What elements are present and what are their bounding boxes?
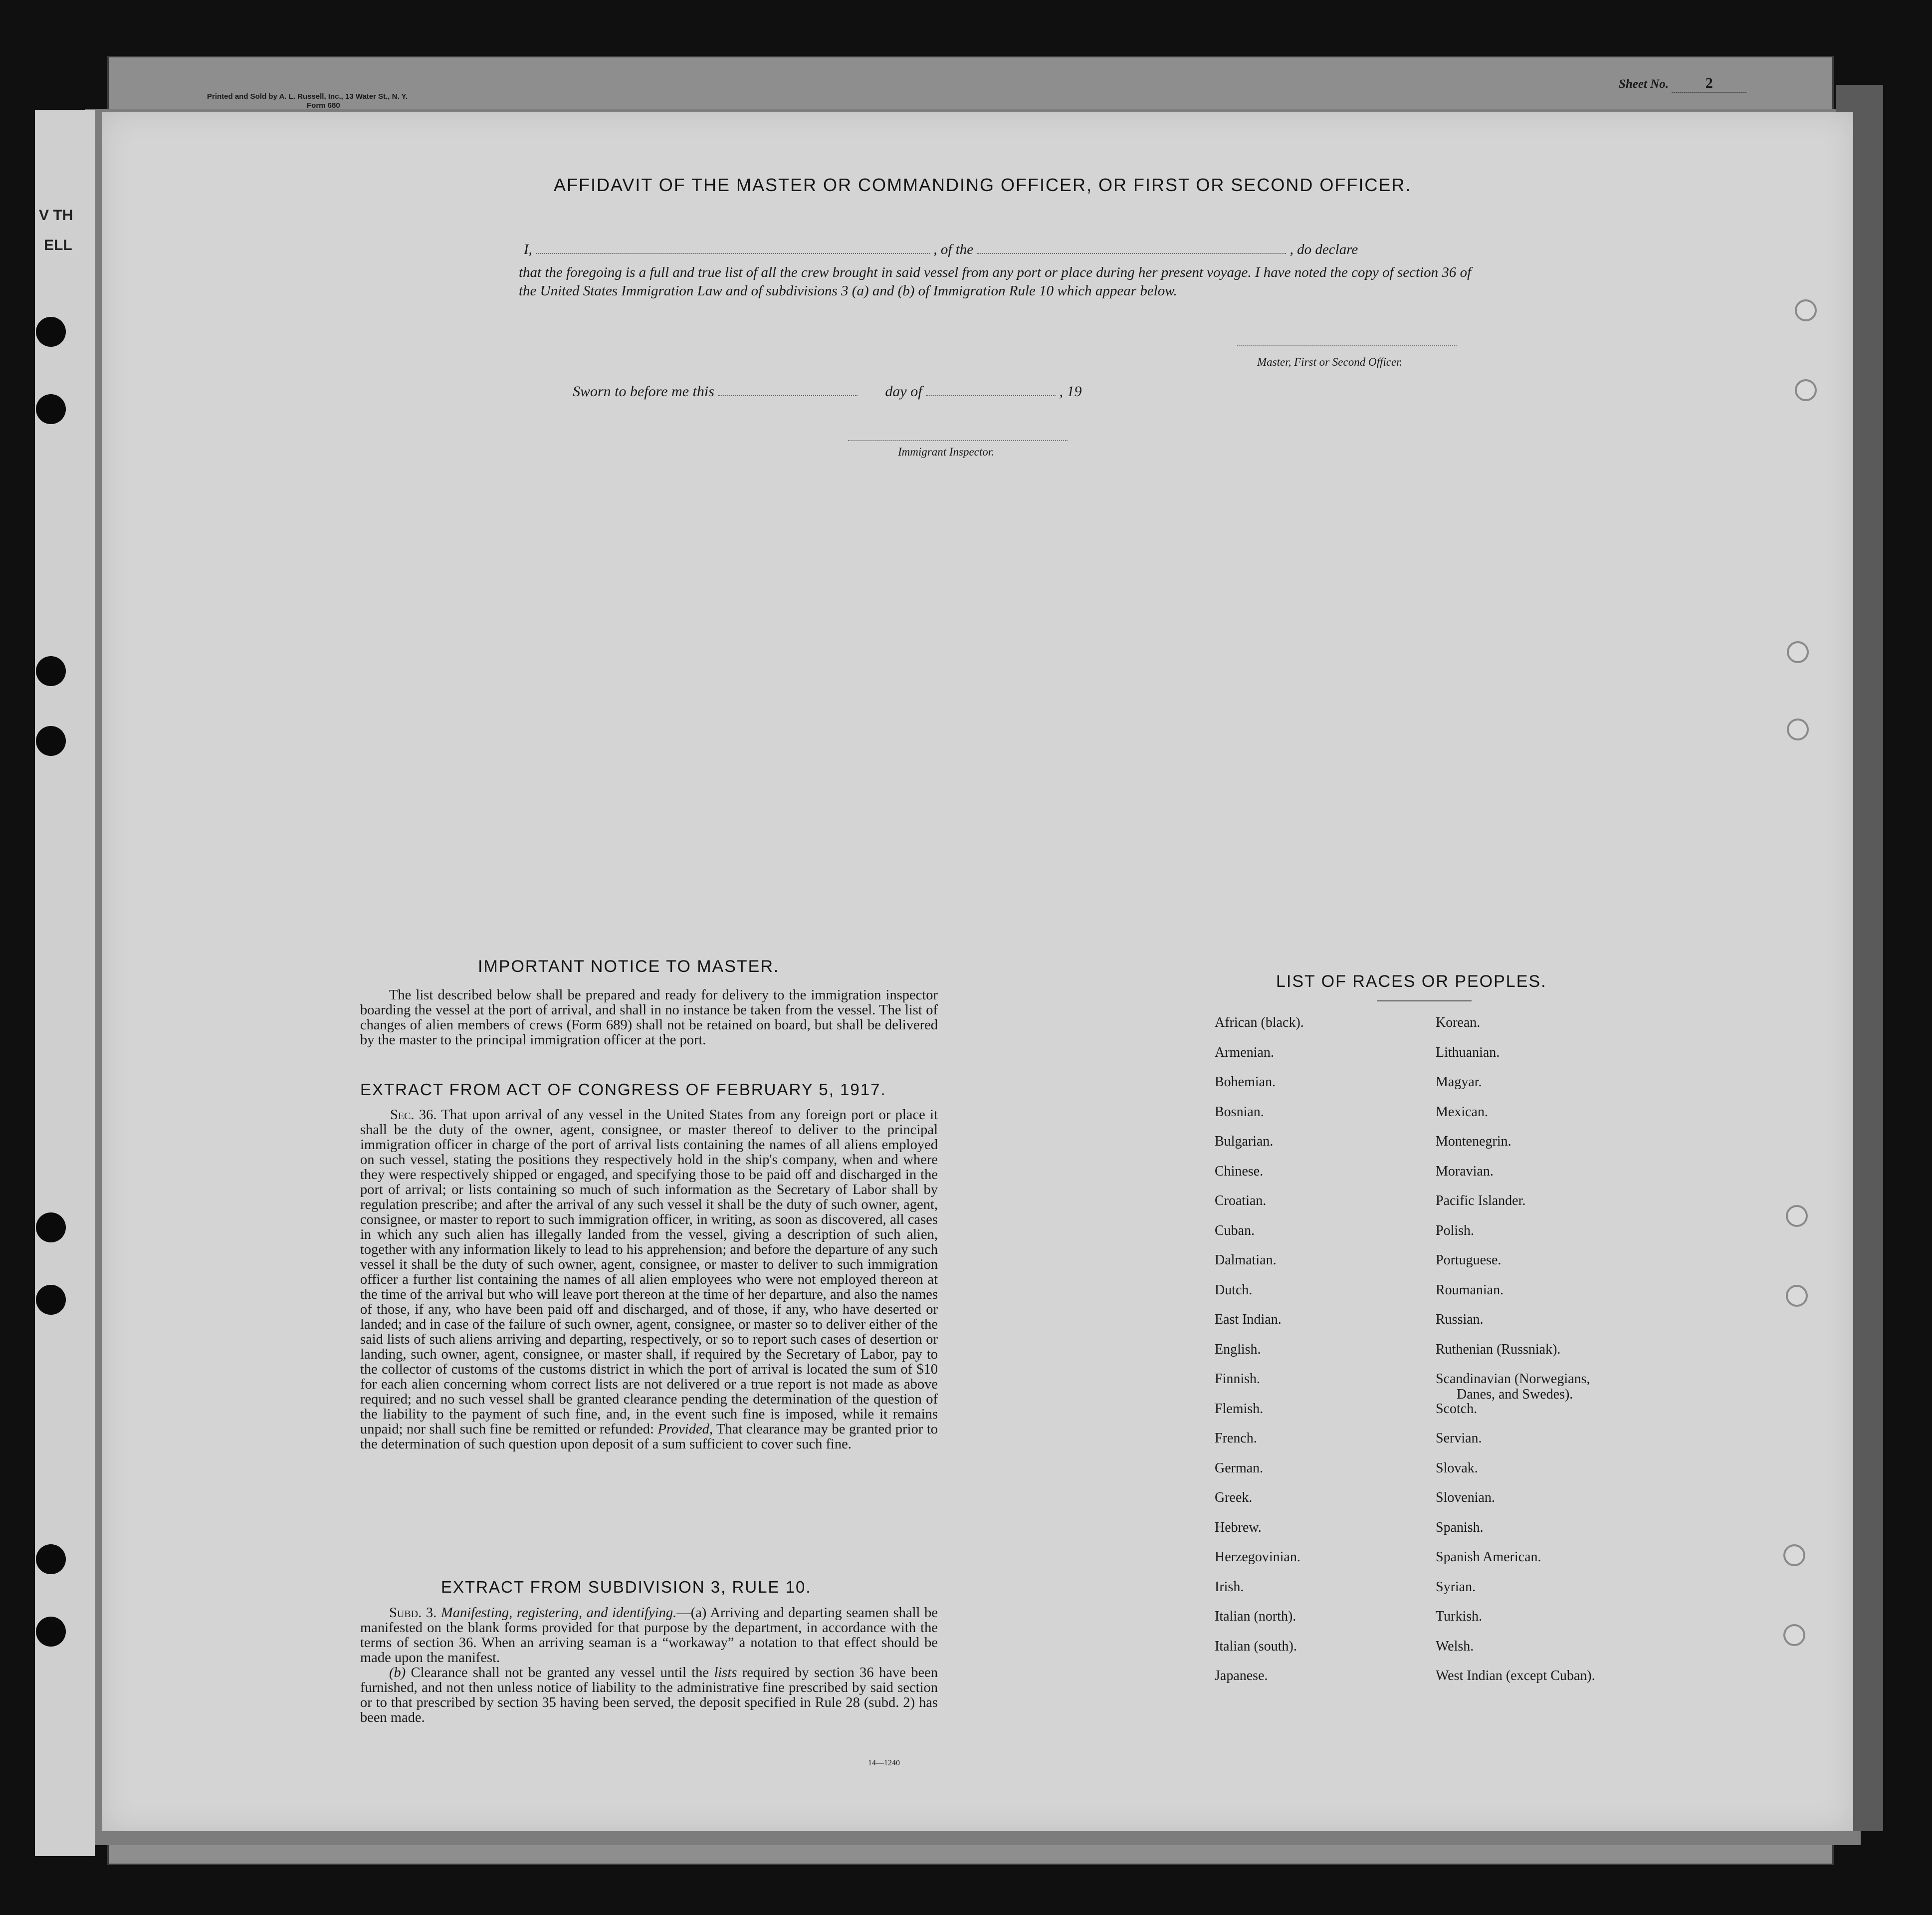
race-item: Chinese. — [1215, 1163, 1264, 1179]
printer-line: Printed and Sold by A. L. Russell, Inc., 13 Water St., N. Y. — [207, 92, 408, 101]
punch-hole — [36, 317, 66, 347]
form-number: Form 680 — [307, 101, 340, 110]
year-label: , 19 — [1059, 383, 1082, 400]
race-item: Korean. — [1436, 1015, 1481, 1030]
binder-ring — [1783, 1624, 1805, 1646]
subd-label: Subd. 3. — [389, 1605, 437, 1621]
binder-ring — [1786, 1285, 1808, 1307]
month-field[interactable] — [926, 384, 1056, 396]
race-item: Pacific Islander. — [1436, 1193, 1526, 1208]
race-item: Herzegovinian. — [1215, 1549, 1300, 1565]
race-item: Magyar. — [1436, 1074, 1482, 1090]
race-item: West Indian (except Cuban). — [1436, 1668, 1595, 1683]
form-footer-code: 14—1240 — [868, 1759, 900, 1767]
races-title-rule — [1377, 1000, 1472, 1001]
sworn-label: Sworn to before me this — [573, 383, 714, 400]
punch-hole — [36, 1544, 66, 1574]
sheet-label: Sheet No. — [1619, 77, 1669, 91]
paragraph-a-text: —(a) Arriving and departing seamen shall be manifested on the blank forms provided for that purpose by the department, in accordance with the terms of section 36. When an arriving seaman is a “workaway” a notation to that effect should be made upon the manifest. — [360, 1605, 938, 1666]
race-item: Roumanian. — [1436, 1282, 1504, 1298]
strip-fragment: V TH — [39, 207, 73, 224]
race-item: Spanish American. — [1436, 1549, 1541, 1565]
punch-hole — [36, 394, 66, 424]
inspector-label: Immigrant Inspector. — [898, 446, 994, 458]
punch-hole — [36, 1285, 66, 1315]
rule-10-text — [360, 1606, 938, 1725]
race-item: Polish. — [1436, 1222, 1475, 1238]
binder-ring — [1787, 641, 1809, 663]
race-item: Italian (north). — [1215, 1609, 1296, 1624]
paragraph-a — [360, 1606, 938, 1666]
race-item: Russian. — [1436, 1312, 1484, 1327]
race-item: French. — [1215, 1431, 1257, 1446]
of-the-label: , of the — [933, 241, 974, 257]
race-item: Cuban. — [1215, 1222, 1255, 1238]
race-item: Syrian. — [1436, 1579, 1476, 1595]
affidavit-title: AFFIDAVIT OF THE MASTER OR COMMANDING OFFICER, OR FIRST OR SECOND OFFICER. — [554, 175, 1412, 195]
race-item: Irish. — [1215, 1579, 1244, 1595]
notice-title: IMPORTANT NOTICE TO MASTER. — [478, 957, 780, 976]
document-page — [102, 112, 1853, 1831]
affidavit-declaration-line — [524, 241, 1358, 258]
section-body: That upon arrival of any vessel in the United States from any foreign port or place it shall be the duty of the owner, agent, consignee, or master thereof to deliver to the principal immigration officer in charge of the port of arrival lists containing the names of all aliens employed on such vessel, stating the positions they respectively hold in the ship's company, when and where they were respectively shipped or engaged, and specifying those to be paid off and discharged in the port of arrival; or lists containing so much of such information as the Secretary of Labor shall by regulation prescribe; and after the arrival of any such vessel it shall be the duty of such owner, agent, consignee, or master to report to such immigration officer, in writing, as soon as discovered, all cases in which any such alien has illegally landed from the vessel, giving a description of such alien, together with any information likely to lead to his apprehension; and before the departure of any such vessel it shall be the duty of such owner, agent, consignee, or master to deliver to such immigration officer a further list containing the names of all alien employees who were not employed thereon at the time of the arrival but who will leave port thereon at the time of her departure, and also the names of those, if any, who have been paid off and discharged, and of those, if any, who have deserted or landed; and in case of the failure of such owner, agent, consignee, or master so to deliver either of the said lists of such aliens arriving and departing, respectively, or so to report such cases of desertion or landing, such owner, agent, consignee, or master shall, if required by the Secretary of Labor, pay to the collector of customs of the customs district in which the port of arrival is located the sum of $10 for each alien concerning whom correct lists are not delivered or a true report is not made as above required; and no such vessel shall be granted clearance pending the determination of the question of the liability to the payment of such fine, and, in the event such fine is imposed, while it remains unpaid; nor shall such fine be remitted or refunded: — [360, 1107, 938, 1437]
sheet-number — [1619, 75, 1746, 93]
binder-ring — [1786, 1205, 1808, 1227]
day-field[interactable] — [718, 384, 858, 396]
paragraph-b-post: required by section 36 have been furnished, and not then unless notice of liability to the administrative fine prescribed by said section or to that prescribed by section 35 having been served, the deposit specified in Rule 28 (subd. 2) has been made. — [360, 1665, 938, 1725]
race-item: Flemish. — [1215, 1401, 1264, 1417]
binder-ring — [1795, 379, 1817, 401]
left-page-strip — [35, 110, 95, 1856]
paragraph-b-label: (b) — [389, 1665, 406, 1680]
affidavit-body: that the foregoing is a full and true list of all the crew brought in said vessel from any port or place during her present voyage. I have noted the copy of section 36 of the United States Immigration Law and of subdivisions 3 (a) and (b) of Immigration Rule 10 which appear below. — [519, 264, 1472, 299]
section-36-text — [360, 1108, 938, 1452]
notice-text: The list described below shall be prepared and ready for delivery to the immigration inspector boarding the vessel at the port of arrival, and shall in no instance be taken from the vessel. The list of changes of alien members of crews (Form 689) shall not be retained on board, but shall be delivered by the master to the principal immigration officer at the port. — [360, 987, 938, 1048]
race-item: Slovak. — [1436, 1460, 1478, 1476]
section-label: Sec. 36. — [390, 1107, 437, 1123]
act-extract-title: EXTRACT FROM ACT OF CONGRESS OF FEBRUARY 5, 1917. — [360, 1080, 886, 1099]
race-item: Armenian. — [1215, 1044, 1274, 1060]
day-of-label: day of — [885, 383, 922, 400]
i-label: I, — [524, 241, 532, 257]
binder-ring — [1787, 718, 1809, 740]
signer-label: Master, First or Second Officer. — [1257, 356, 1403, 368]
race-item: Dutch. — [1215, 1282, 1253, 1298]
race-item: Ruthenian (Russniak). — [1436, 1341, 1561, 1357]
vessel-field[interactable] — [977, 242, 1286, 254]
race-item: Bosnian. — [1215, 1104, 1264, 1120]
rule-extract-title: EXTRACT FROM SUBDIVISION 3, RULE 10. — [441, 1578, 812, 1596]
race-item: Dalmatian. — [1215, 1252, 1277, 1268]
paragraph-b-pre: Clearance shall not be granted any vessel until the — [411, 1665, 709, 1680]
race-item: Welsh. — [1436, 1638, 1474, 1654]
signature-line[interactable] — [1237, 344, 1457, 346]
binder-ring — [1783, 1544, 1805, 1566]
race-item: African (black). — [1215, 1015, 1304, 1030]
printer-imprint — [207, 92, 506, 110]
paragraph-b-lists: lists — [714, 1665, 737, 1680]
race-item: Spanish. — [1436, 1519, 1484, 1535]
sworn-line — [573, 383, 1082, 400]
sheet-value: 2 — [1672, 75, 1746, 93]
race-item: German. — [1215, 1460, 1264, 1476]
race-item: Greek. — [1215, 1490, 1253, 1505]
subd-heading: Manifesting, registering, and identifying. — [440, 1605, 677, 1621]
do-declare-label: , do declare — [1289, 241, 1358, 257]
race-item: English. — [1215, 1341, 1261, 1357]
binder-ring — [1795, 299, 1817, 321]
race-item: Turkish. — [1436, 1609, 1483, 1624]
race-item: Italian (south). — [1215, 1638, 1297, 1654]
race-item: Portuguese. — [1436, 1252, 1502, 1268]
race-item: Hebrew. — [1215, 1519, 1262, 1535]
race-item: Servian. — [1436, 1431, 1482, 1446]
race-item: Finnish. — [1215, 1371, 1261, 1387]
races-list-title: LIST OF RACES OR PEOPLES. — [1276, 972, 1547, 991]
punch-hole — [36, 726, 66, 756]
inspector-signature-line[interactable] — [848, 439, 1068, 441]
race-item: Bohemian. — [1215, 1074, 1276, 1090]
race-item: Scandinavian (Norwegians, — [1436, 1371, 1590, 1387]
race-item: Moravian. — [1436, 1163, 1494, 1179]
paragraph-b — [360, 1666, 938, 1725]
race-item: Croatian. — [1215, 1193, 1267, 1208]
section-body-end: That clearance may be granted prior to the determination of such question upon deposit of a sum sufficient to cover such fine. — [360, 1422, 938, 1452]
race-item: Montenegrin. — [1436, 1134, 1511, 1149]
race-item: East Indian. — [1215, 1312, 1282, 1327]
provided-label: Provided, — [657, 1422, 713, 1437]
name-field[interactable] — [536, 242, 930, 254]
race-item: Slovenian. — [1436, 1490, 1495, 1505]
race-item: Danes, and Swedes). — [1457, 1387, 1573, 1402]
race-item: Scotch. — [1436, 1401, 1478, 1417]
punch-hole — [36, 656, 66, 686]
punch-hole — [36, 1212, 66, 1242]
race-item: Mexican. — [1436, 1104, 1488, 1120]
race-item: Bulgarian. — [1215, 1134, 1274, 1149]
punch-hole — [36, 1617, 66, 1647]
race-item: Japanese. — [1215, 1668, 1268, 1683]
race-item: Lithuanian. — [1436, 1044, 1500, 1060]
strip-fragment: ELL — [44, 237, 72, 253]
